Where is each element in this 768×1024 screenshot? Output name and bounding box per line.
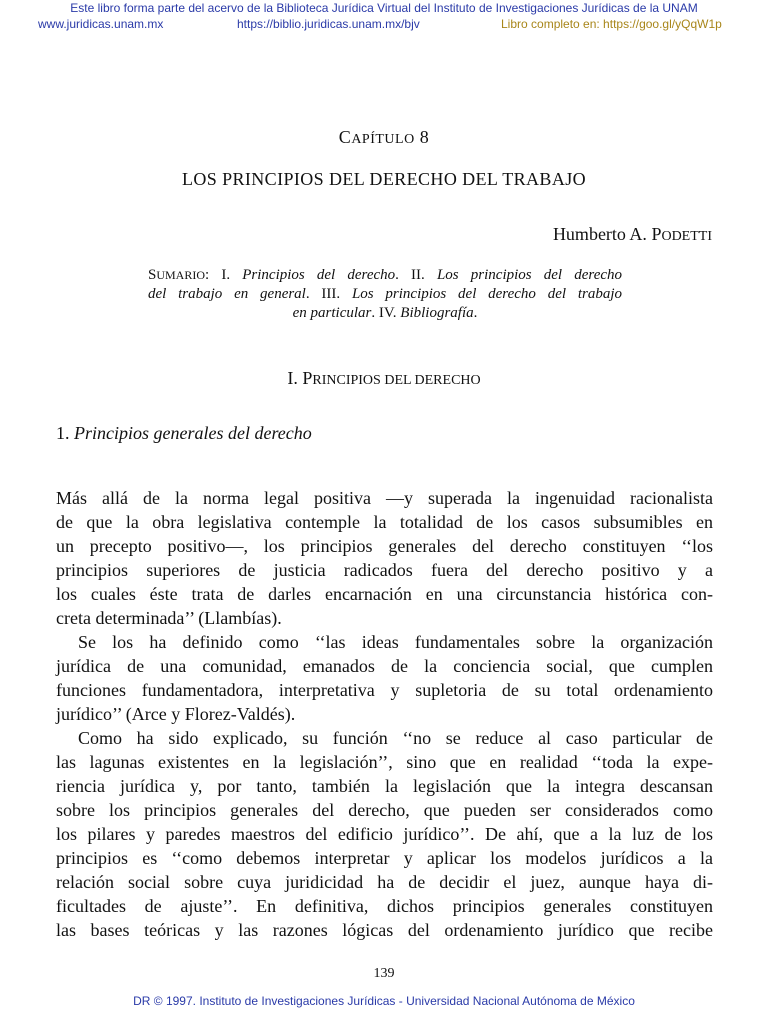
section-heading: I. PRINCIPIOS DEL DERECHO: [287, 368, 481, 388]
body-line: sobre los principios generales del derecho, que pueden ser considerados como: [56, 800, 713, 820]
body-line: de que la obra legislativa contemple la totalidad de los casos subsumibles en: [56, 512, 713, 532]
chapter-heading: CAPÍTULO 8: [338, 127, 430, 147]
summary-line: en particular. IV. Bibliografía.: [292, 305, 478, 321]
header-notice: Este libro forma parte del acervo de la Biblioteca Jurídica Virtual del Instituto de Investigaciones Jurídicas de la UNAM: [70, 1, 698, 15]
body-line: jurídica de una comunidad, emanados de la conciencia social, que cumplen: [56, 656, 713, 676]
body-line: Se los ha definido como ‘‘las ideas fundamentales sobre la organización: [78, 632, 713, 652]
bjv-link[interactable]: https://biblio.juridicas.unam.mx/bjv: [237, 17, 420, 31]
body-line: jurídico’’ (Arce y Florez-Valdés).: [56, 704, 296, 724]
body-text: [56, 486, 713, 942]
body-line: relación social sobre cuya juridicidad ha de decidir el juez, aunque haya di-: [56, 872, 713, 892]
copyright-footer: DR © 1997. Instituto de Investigaciones Jurídicas - Universidad Nacional Autónoma de México: [133, 994, 635, 1008]
body-line: un precepto positivo—, los principios generales del derecho constituyen ‘‘los: [56, 536, 713, 556]
site-link[interactable]: www.juridicas.unam.mx: [38, 17, 164, 31]
body-line: Más allá de la norma legal positiva —y superada la ingenuidad racionalista: [56, 488, 713, 508]
body-line: Como ha sido explicado, su función ‘‘no se reduce al caso particular de: [78, 728, 713, 748]
body-line: principios superiores de justicia radicados fuera del derecho positivo y a: [56, 560, 713, 580]
author: Humberto A. PODETTI: [552, 224, 712, 244]
body-line: principios es ‘‘como debemos interpretar y aplicar los modelos jurídicos a la: [56, 848, 713, 868]
body-line: ficultades de ajuste’’. En definitiva, dichos principios generales constituyen: [56, 896, 713, 916]
body-line: las lagunas existentes en la legislación’’, sino que en realidad ‘‘toda la expe-: [56, 752, 713, 772]
summary-line: del trabajo en general. III. Los principios del derecho del trabajo: [148, 286, 622, 302]
body-line: funciones fundamentadora, interpretativa y supletoria de su total ordenamiento: [56, 680, 713, 700]
summary: [148, 266, 622, 323]
body-line: los pilares y paredes maestros del edificio jurídico’’. De ahí, que a la luz de los: [56, 824, 713, 844]
subsection-heading: 1. Principios generales del derecho: [56, 423, 312, 443]
page-number: 139: [373, 966, 395, 981]
body-line: creta determinada’’ (Llambías).: [56, 608, 282, 628]
book-link[interactable]: Libro completo en: https://goo.gl/yQqW1p: [501, 17, 722, 31]
body-line: riencia jurídica y, por tanto, también la legislación que la integra descansan: [56, 776, 713, 796]
summary-line: SUMARIO: I. Principios del derecho. II. Los principios del derecho: [148, 267, 623, 283]
body-line: las bases teóricas y las razones lógicas del ordenamiento jurídico que recibe: [56, 920, 713, 940]
body-line: los cuales éste trata de darles encarnación en una circunstancia histórica con-: [56, 584, 713, 604]
chapter-title: LOS PRINCIPIOS DEL DERECHO DEL TRABAJO: [181, 169, 587, 189]
